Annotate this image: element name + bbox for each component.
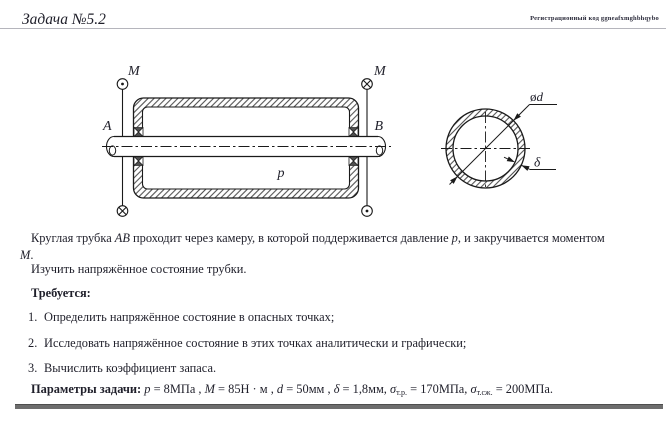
cross-section-view bbox=[441, 89, 557, 188]
moment-label-right: M bbox=[374, 64, 386, 79]
task-number: 3. bbox=[28, 361, 38, 375]
registration-code: Регистрационный код ggneafxmghbhqybo bbox=[530, 15, 659, 22]
point-a-label: A bbox=[103, 119, 112, 134]
task-item-2 bbox=[28, 336, 466, 351]
bottom-divider bbox=[15, 404, 663, 409]
task-number: 2. bbox=[28, 336, 38, 350]
parameters-line: Параметры задачи: p = 8МПа , M = 85Н · м , d = 50мм , δ = 1,8мм, $\sigma_{т.р.} = 170МПа$, $\sigma_{т.сж.} = 200МПа$. bbox=[31, 382, 553, 397]
pressure-label: p bbox=[277, 166, 285, 181]
thickness-label: δ bbox=[534, 154, 541, 170]
task-item-1 bbox=[28, 310, 334, 325]
statement-line-2: М. bbox=[20, 248, 34, 262]
task-text: Исследовать напряжённое состояние в этих точках аналитически и графически; bbox=[44, 336, 467, 350]
parameters-heading: Параметры задачи: bbox=[31, 382, 142, 396]
task-text: Вычислить коэффициент запаса. bbox=[44, 361, 217, 375]
assembly-view bbox=[102, 64, 391, 216]
task-text: Определить напряжённое состояние в опасных точках; bbox=[44, 310, 335, 324]
statement-line-3: Изучить напряжённое состояние трубки. bbox=[31, 262, 247, 276]
moment-label-left: M bbox=[128, 64, 140, 79]
page-title: Задача №5.2 bbox=[22, 11, 106, 28]
statement-line-1: Круглая трубка AB проходит через камеру, в которой поддерживается давление p, и закручивается моментом bbox=[31, 231, 605, 245]
point-b-label: B bbox=[374, 119, 384, 134]
task-item-3 bbox=[28, 361, 216, 376]
required-heading: Требуется: bbox=[31, 286, 91, 300]
diameter-label: ød bbox=[530, 89, 543, 104]
task-number: 1. bbox=[28, 310, 38, 324]
